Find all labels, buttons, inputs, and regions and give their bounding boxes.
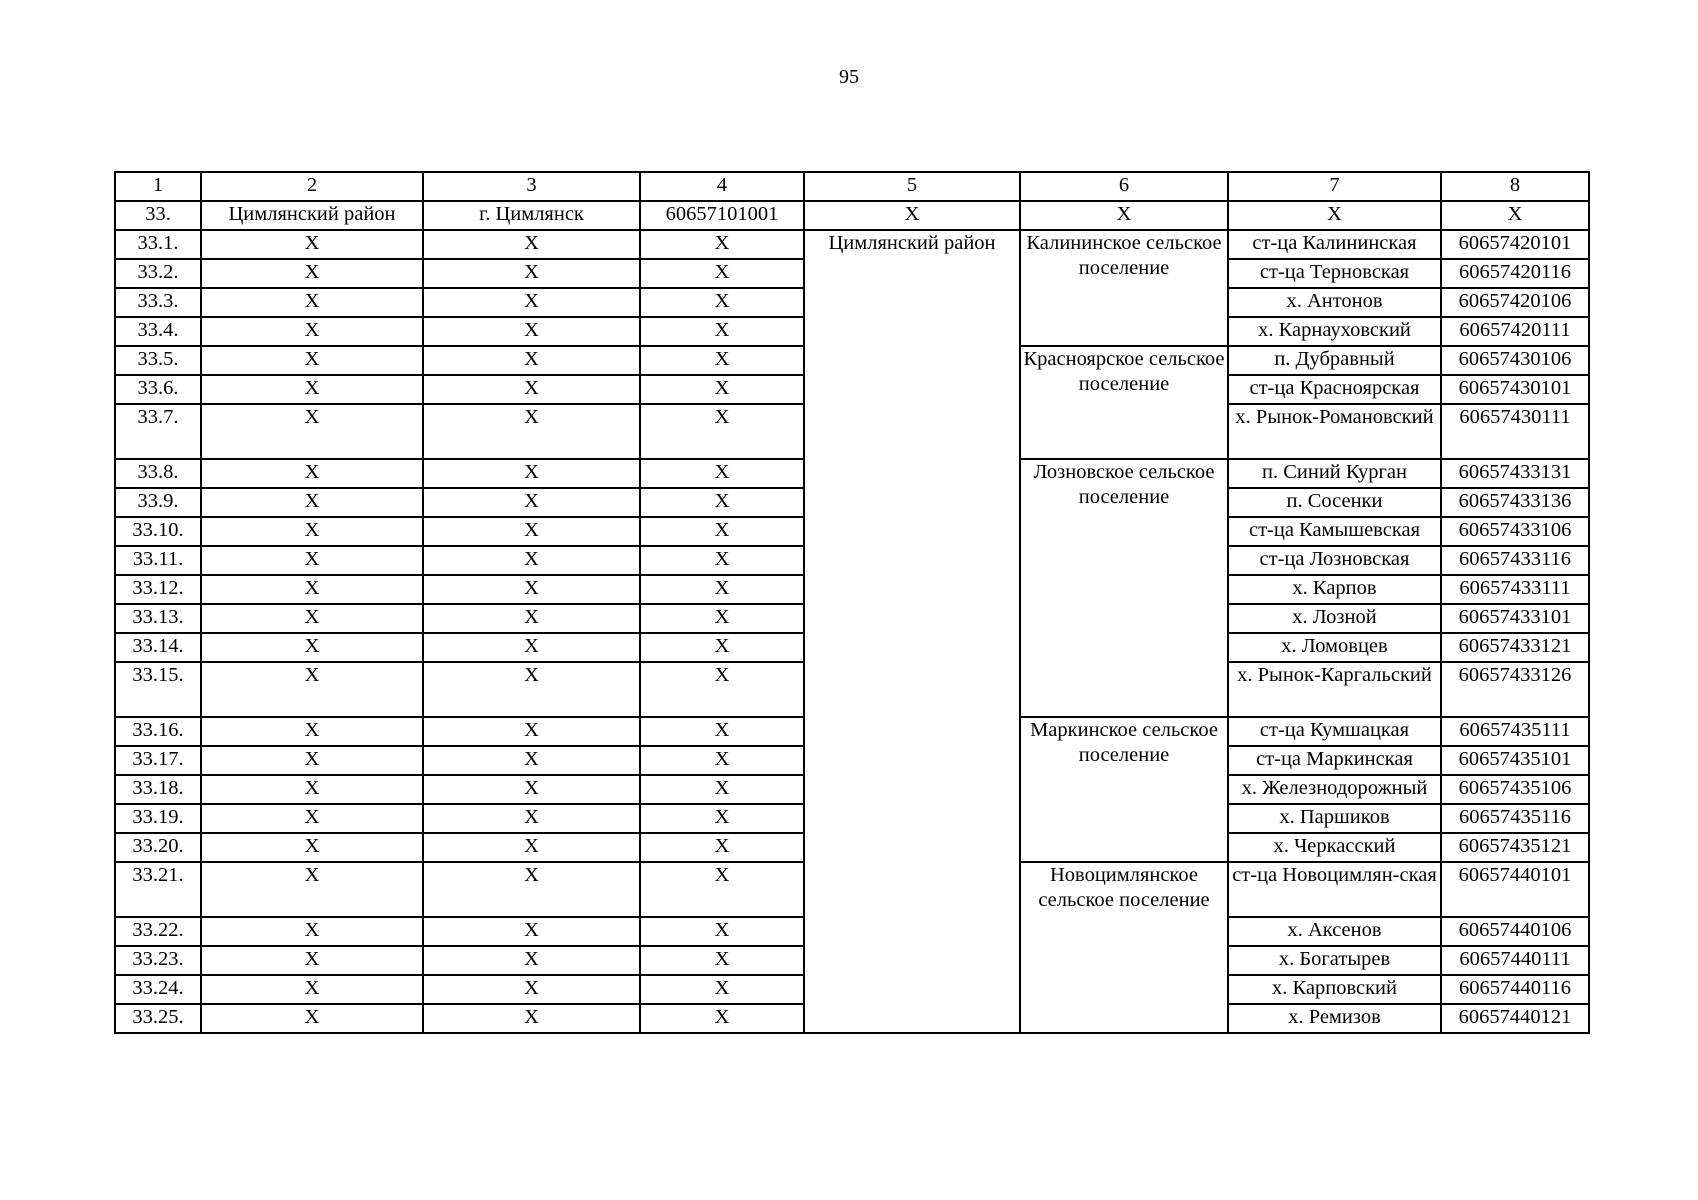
mark-cell: X — [423, 633, 640, 662]
header-row — [115, 172, 1589, 201]
mark-cell: X — [640, 346, 804, 375]
row-number: 33.24. — [115, 975, 201, 1004]
mark-cell: X — [423, 804, 640, 833]
district-cell: Цимлянский район — [804, 230, 1020, 1033]
mark-cell: X — [201, 604, 423, 633]
settlement-cell: Новоцимлянское сельское поселение — [1020, 862, 1228, 1033]
mark-cell: X — [423, 604, 640, 633]
row-number: 33.15. — [115, 662, 201, 717]
mark-cell: X — [201, 633, 423, 662]
locality-cell: ст-ца Калининская — [1228, 230, 1441, 259]
mark-cell: X — [423, 1004, 640, 1033]
row-number: 33.9. — [115, 488, 201, 517]
mark-cell: X — [423, 717, 640, 746]
code-cell: 60657430101 — [1441, 375, 1589, 404]
mark-cell: X — [201, 488, 423, 517]
header-cell: 2 — [201, 172, 423, 201]
mark-cell: X — [201, 375, 423, 404]
mark-cell: X — [640, 259, 804, 288]
code-cell: 60657433106 — [1441, 517, 1589, 546]
locality-cell: х. Лозной — [1228, 604, 1441, 633]
row-number: 33. — [115, 201, 201, 230]
locality-cell: ст-ца Лозновская — [1228, 546, 1441, 575]
locality-cell: х. Карповский — [1228, 975, 1441, 1004]
locality-cell: х. Ремизов — [1228, 1004, 1441, 1033]
code-cell: 60657420106 — [1441, 288, 1589, 317]
row-number: 33.10. — [115, 517, 201, 546]
mark-cell: X — [1228, 201, 1441, 230]
header-cell: 1 — [115, 172, 201, 201]
locality-cell: х. Рынок-Каргальский — [1228, 662, 1441, 717]
code-cell: 60657433116 — [1441, 546, 1589, 575]
row-number: 33.14. — [115, 633, 201, 662]
locality-cell: п. Сосенки — [1228, 488, 1441, 517]
code-cell: 60657433136 — [1441, 488, 1589, 517]
mark-cell: X — [640, 488, 804, 517]
mark-cell: X — [423, 230, 640, 259]
code-cell: 60657430111 — [1441, 404, 1589, 459]
row-number: 33.13. — [115, 604, 201, 633]
row-number: 33.3. — [115, 288, 201, 317]
table-body — [115, 172, 1589, 1033]
mark-cell: X — [640, 662, 804, 717]
mark-cell: X — [640, 775, 804, 804]
code-cell: 60657420111 — [1441, 317, 1589, 346]
mark-cell: X — [1020, 201, 1228, 230]
row-number: 33.20. — [115, 833, 201, 862]
header-cell: 3 — [423, 172, 640, 201]
row-number: 33.25. — [115, 1004, 201, 1033]
row-number: 33.8. — [115, 459, 201, 488]
row-number: 33.1. — [115, 230, 201, 259]
mark-cell: X — [640, 917, 804, 946]
mark-cell: X — [423, 488, 640, 517]
code-cell: 60657435111 — [1441, 717, 1589, 746]
mark-cell: X — [423, 833, 640, 862]
mark-cell: X — [1441, 201, 1589, 230]
row-number: 33.19. — [115, 804, 201, 833]
mark-cell: X — [640, 633, 804, 662]
locality-cell: х. Рынок-Романовский — [1228, 404, 1441, 459]
locality-cell: ст-ца Камышевская — [1228, 517, 1441, 546]
settlement-cell: Красноярское сельское поселение — [1020, 346, 1228, 459]
mark-cell: X — [201, 404, 423, 459]
mark-cell: X — [201, 288, 423, 317]
mark-cell: X — [201, 259, 423, 288]
mark-cell: X — [423, 404, 640, 459]
mark-cell: X — [640, 946, 804, 975]
mark-cell: X — [201, 546, 423, 575]
mark-cell: X — [423, 917, 640, 946]
code-cell: 60657420116 — [1441, 259, 1589, 288]
mark-cell: X — [423, 862, 640, 917]
mark-cell: X — [640, 230, 804, 259]
locality-cell: х. Карпов — [1228, 575, 1441, 604]
mark-cell: X — [201, 917, 423, 946]
mark-cell: X — [640, 604, 804, 633]
locality-cell: ст-ца Красноярская — [1228, 375, 1441, 404]
code-cell: 60657101001 — [640, 201, 804, 230]
mark-cell: X — [640, 833, 804, 862]
row-number: 33.17. — [115, 746, 201, 775]
city-cell: г. Цимлянск — [423, 201, 640, 230]
settlement-cell: Маркинское сельское поселение — [1020, 717, 1228, 862]
locality-cell: ст-ца Терновская — [1228, 259, 1441, 288]
locality-cell: ст-ца Новоцимлян-ская — [1228, 862, 1441, 917]
mark-cell: X — [423, 459, 640, 488]
mark-cell: X — [640, 517, 804, 546]
locality-cell: х. Богатырев — [1228, 946, 1441, 975]
row-number: 33.18. — [115, 775, 201, 804]
code-cell: 60657440106 — [1441, 917, 1589, 946]
mark-cell: X — [423, 375, 640, 404]
mark-cell: X — [640, 404, 804, 459]
mark-cell: X — [201, 230, 423, 259]
row-number: 33.11. — [115, 546, 201, 575]
mark-cell: X — [201, 946, 423, 975]
code-cell: 60657440116 — [1441, 975, 1589, 1004]
row-number: 33.22. — [115, 917, 201, 946]
header-cell: 7 — [1228, 172, 1441, 201]
header-cell: 4 — [640, 172, 804, 201]
mark-cell: X — [201, 833, 423, 862]
mark-cell: X — [640, 746, 804, 775]
mark-cell: X — [640, 459, 804, 488]
mark-cell: X — [423, 346, 640, 375]
district-row — [115, 201, 1589, 230]
row-number: 33.12. — [115, 575, 201, 604]
mark-cell: X — [640, 975, 804, 1004]
mark-cell: X — [201, 317, 423, 346]
mark-cell: X — [640, 288, 804, 317]
mark-cell: X — [201, 1004, 423, 1033]
mark-cell: X — [201, 746, 423, 775]
row-number: 33.23. — [115, 946, 201, 975]
settlement-cell: Лозновское сельское поселение — [1020, 459, 1228, 717]
mark-cell: X — [423, 288, 640, 317]
header-cell: 6 — [1020, 172, 1228, 201]
mark-cell: X — [423, 662, 640, 717]
code-cell: 60657435116 — [1441, 804, 1589, 833]
settlements-table — [114, 171, 1590, 1034]
mark-cell: X — [423, 259, 640, 288]
mark-cell: X — [423, 975, 640, 1004]
row-number: 33.2. — [115, 259, 201, 288]
settlement-cell: Калининское сельское поселение — [1020, 230, 1228, 346]
code-cell: 60657440101 — [1441, 862, 1589, 917]
code-cell: 60657440111 — [1441, 946, 1589, 975]
locality-cell: х. Антонов — [1228, 288, 1441, 317]
row-number: 33.5. — [115, 346, 201, 375]
mark-cell: X — [201, 717, 423, 746]
code-cell: 60657433131 — [1441, 459, 1589, 488]
mark-cell: X — [640, 375, 804, 404]
mark-cell: X — [423, 775, 640, 804]
mark-cell: X — [640, 862, 804, 917]
page-number: 95 — [839, 66, 859, 88]
mark-cell: X — [640, 317, 804, 346]
table-row — [115, 230, 1589, 259]
locality-cell: х. Черкасский — [1228, 833, 1441, 862]
locality-cell: х. Паршиков — [1228, 804, 1441, 833]
mark-cell: X — [423, 575, 640, 604]
code-cell: 60657433121 — [1441, 633, 1589, 662]
locality-cell: х. Железнодорожный — [1228, 775, 1441, 804]
mark-cell: X — [423, 517, 640, 546]
code-cell: 60657435106 — [1441, 775, 1589, 804]
mark-cell: X — [201, 775, 423, 804]
mark-cell: X — [640, 575, 804, 604]
mark-cell: X — [423, 946, 640, 975]
locality-cell: х. Карнауховский — [1228, 317, 1441, 346]
district-cell: Цимлянский район — [201, 201, 423, 230]
mark-cell: X — [804, 201, 1020, 230]
mark-cell: X — [423, 317, 640, 346]
row-number: 33.4. — [115, 317, 201, 346]
mark-cell: X — [201, 517, 423, 546]
locality-cell: п. Дубравный — [1228, 346, 1441, 375]
mark-cell: X — [640, 1004, 804, 1033]
mark-cell: X — [201, 662, 423, 717]
locality-cell: х. Аксенов — [1228, 917, 1441, 946]
locality-cell: х. Ломовцев — [1228, 633, 1441, 662]
code-cell: 60657435121 — [1441, 833, 1589, 862]
locality-cell: п. Синий Курган — [1228, 459, 1441, 488]
code-cell: 60657433111 — [1441, 575, 1589, 604]
mark-cell: X — [640, 546, 804, 575]
row-number: 33.7. — [115, 404, 201, 459]
mark-cell: X — [201, 346, 423, 375]
mark-cell: X — [201, 804, 423, 833]
mark-cell: X — [423, 546, 640, 575]
code-cell: 60657433101 — [1441, 604, 1589, 633]
code-cell: 60657440121 — [1441, 1004, 1589, 1033]
header-cell: 8 — [1441, 172, 1589, 201]
mark-cell: X — [201, 975, 423, 1004]
mark-cell: X — [640, 804, 804, 833]
mark-cell: X — [640, 717, 804, 746]
mark-cell: X — [201, 459, 423, 488]
row-number: 33.21. — [115, 862, 201, 917]
mark-cell: X — [201, 575, 423, 604]
code-cell: 60657420101 — [1441, 230, 1589, 259]
locality-cell: ст-ца Маркинская — [1228, 746, 1441, 775]
locality-cell: ст-ца Кумшацкая — [1228, 717, 1441, 746]
mark-cell: X — [423, 746, 640, 775]
row-number: 33.16. — [115, 717, 201, 746]
mark-cell: X — [201, 862, 423, 917]
code-cell: 60657435101 — [1441, 746, 1589, 775]
code-cell: 60657433126 — [1441, 662, 1589, 717]
code-cell: 60657430106 — [1441, 346, 1589, 375]
header-cell: 5 — [804, 172, 1020, 201]
row-number: 33.6. — [115, 375, 201, 404]
